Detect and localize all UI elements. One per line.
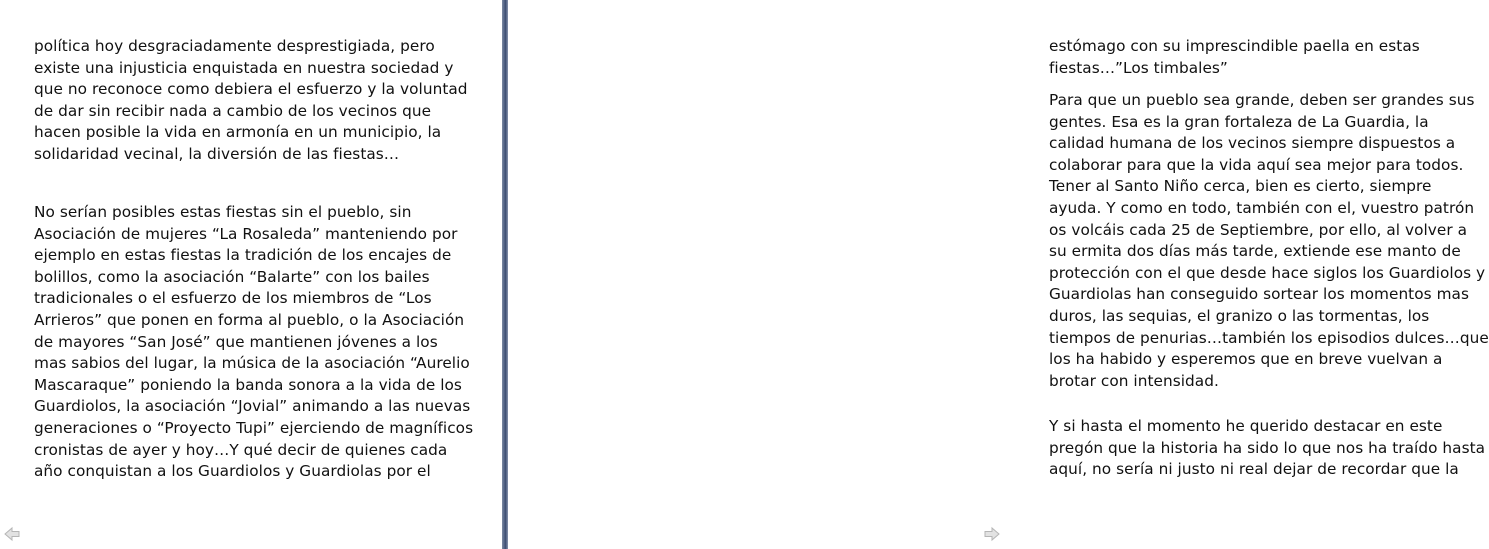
text-line: solidaridad vecinal, la diversión de las fiestas… <box>34 144 400 163</box>
text-line: cronistas de ayer y hoy…Y qué decir de quienes cada <box>34 440 448 459</box>
text-line: ayuda. Y como en todo, también con el, vuestro patrón <box>1049 198 1475 217</box>
right-paragraph-1 <box>1049 36 1420 79</box>
text-line: los ha habido y esperemos que en breve vuelvan a <box>1049 350 1443 369</box>
left-paragraph-1 <box>34 36 468 166</box>
text-line: tiempos de penurias…también los episodios dulces…que <box>1049 328 1489 347</box>
arrow-right-icon <box>984 527 1000 541</box>
left-paragraph-2 <box>34 202 473 483</box>
text-line: Guardiolos, la asociación “Jovial” animando a las nuevas <box>34 397 471 416</box>
text-line: No serían posibles estas fiestas sin el pueblo, sin <box>34 203 412 221</box>
text-line: gentes. Esa es la gran fortaleza de La Guardia, la <box>1049 112 1429 131</box>
text-line: Para que un pueblo sea grande, deben ser grandes sus <box>1049 91 1475 109</box>
text-line: duros, las sequias, el granizo o las tormentas, los <box>1049 306 1430 325</box>
right-paragraph-2 <box>1049 90 1489 392</box>
text-line: protección con el que desde hace siglos los Guardiolos y <box>1049 263 1486 282</box>
left-page <box>0 0 502 549</box>
text-line: política hoy desgraciadamente desprestigiada, pero <box>34 37 435 55</box>
text-line: brotar con intensidad. <box>1049 371 1219 390</box>
text-line: Y si hasta el momento he querido destacar en este <box>1049 417 1443 435</box>
text-line: de dar sin recibir nada a cambio de los vecinos que <box>34 101 432 120</box>
text-line: Guardiolas han conseguido sortear los momentos mas <box>1049 285 1469 304</box>
text-line: calidad humana de los vecinos siempre dispuestos a <box>1049 134 1456 153</box>
previous-page-button[interactable] <box>4 527 20 541</box>
text-line: mas sabios del lugar, la música de la asociación “Aurelio <box>34 354 470 373</box>
text-line: pregón que la historia ha sido lo que nos ha traído hasta <box>1049 438 1486 457</box>
right-page <box>508 0 1489 549</box>
right-paragraph-3 <box>1049 416 1485 481</box>
text-line: colaborar para que la vida aquí sea mejor para todos. <box>1049 155 1464 174</box>
arrow-left-icon <box>4 527 20 541</box>
text-line: fiestas…”Los timbales” <box>1049 58 1228 77</box>
text-line: aquí, no sería ni justo ni real dejar de recordar que la <box>1049 460 1459 479</box>
text-line: hacen posible la vida en armonía en un municipio, la <box>34 123 442 142</box>
text-line: Arrieros” que ponen en forma al pueblo, o la Asociación <box>34 310 465 329</box>
text-line: Mascaraque” poniendo la banda sonora a la vida de los <box>34 375 462 394</box>
text-line: ejemplo en estas fiestas la tradición de los encajes de <box>34 246 452 265</box>
text-line: que no reconoce como debiera el esfuerzo y la voluntad <box>34 80 468 99</box>
text-line: tradicionales o el esfuerzo de los miembros de “Los <box>34 289 432 308</box>
text-line: año conquistan a los Guardiolos y Guardiolas por el <box>34 462 431 481</box>
text-line: de mayores “San José” que mantienen jóvenes a los <box>34 332 438 351</box>
text-line: su ermita dos días más tarde, extiende ese manto de <box>1049 242 1461 261</box>
next-page-button[interactable] <box>984 527 1000 541</box>
text-line: generaciones o “Proyecto Tupi” ejerciendo de magníficos <box>34 418 474 437</box>
text-line: Tener al Santo Niño cerca, bien es cierto, siempre <box>1049 177 1432 196</box>
text-line: bolillos, como la asociación “Balarte” con los bailes <box>34 267 430 286</box>
text-line: Asociación de mujeres “La Rosaleda” manteniendo por <box>34 224 458 243</box>
text-line: os volcáis cada 25 de Septiembre, por ello, al volver a <box>1049 220 1468 239</box>
text-line: existe una injusticia enquistada en nuestra sociedad y <box>34 58 454 77</box>
text-line: estómago con su imprescindible paella en estas <box>1049 37 1420 55</box>
